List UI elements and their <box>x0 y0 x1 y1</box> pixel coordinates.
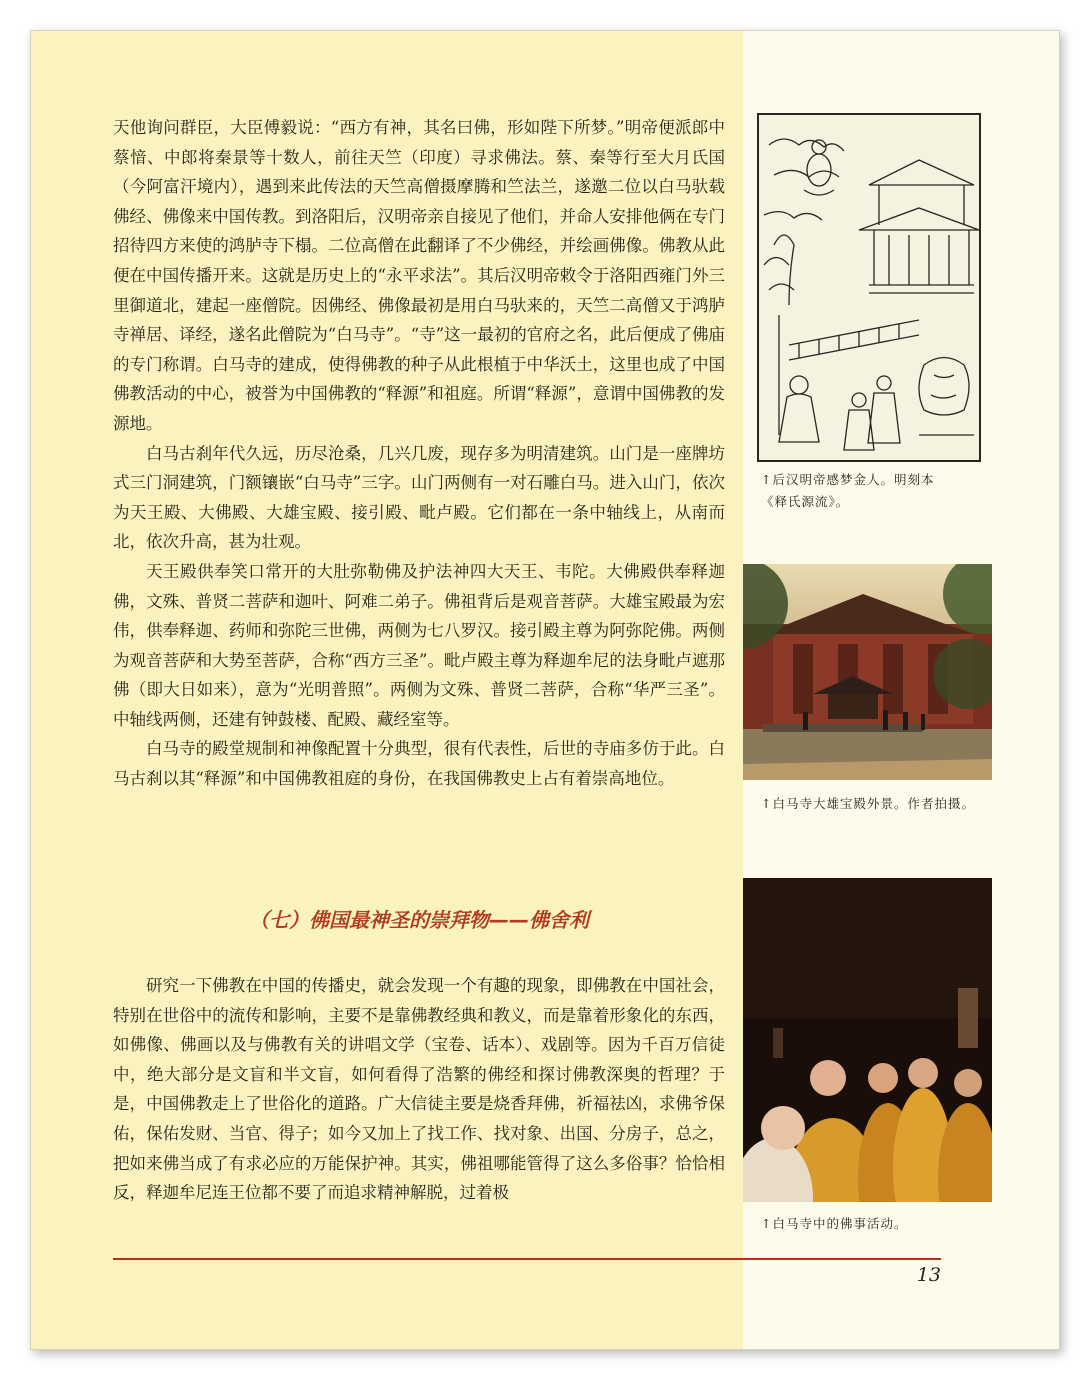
section-body-text <box>113 971 725 1208</box>
caption-temple-exterior: ↑白马寺大雄宝殿外景。作者拍摄。 <box>761 796 975 811</box>
footer-rule <box>113 1258 941 1260</box>
paragraph: 天他询问群臣，大臣傅毅说：“西方有神，其名曰佛，形如陛下所梦。”明帝便派郎中蔡愔、中郎将秦景等十数人，前往天竺（印度）寻求佛法。蔡、秦等行至大月氏国（今阿富汗境内），遇到来此传法的天竺高僧摄摩腾和竺法兰，遂邀二位以白马驮载佛经、佛像来中国传教。到洛阳后，汉明帝亲自接见了他们，并命人安排他俩在专门招待四方来使的鸿胪寺下榻。二位高僧在此翻译了不少佛经，并绘画佛像。佛教从此便在中国传播开来。这就是历史上的“永平求法”。其后汉明帝敕令于洛阳西雍门外三里御道北，建起一座僧院。因佛经、佛像最初是用白马驮来的，天竺二高僧又于鸿胪寺禅居、译经，遂名此僧院为“白马寺”。“寺”这一最初的官府之名，此后便成了佛庙的专门称谓。白马寺的建成，使得佛教的种子从此根植于中华沃土，这里也成了中国佛教活动的中心，被誉为中国佛教的“释源”和祖庭。所谓“释源”，意谓中国佛教的发源地。 <box>113 118 725 433</box>
caption-illustration: ↑后汉明帝感梦金人。明刻本《释氏源流》。 <box>761 472 935 509</box>
temple-exterior-photo <box>743 564 992 780</box>
page-number: 13 <box>916 1264 941 1286</box>
page <box>30 30 1060 1350</box>
paragraph: 研究一下佛教在中国的传播史，就会发现一个有趣的现象，即佛教在中国社会，特别在世俗中的流传和影响，主要不是靠佛教经典和教义，而是靠着形象化的东西，如佛像、佛画以及与佛教有关的讲唱文学（宝卷、话本）、戏剧等。因为千百万信徒中，绝大部分是文盲和半文盲，如何看得了浩繁的佛经和探讨佛教深奥的哲理？于是，中国佛教走上了世俗化的道路。广大信徒主要是烧香拜佛，祈福祛凶，求佛爷保佑，保佑发财、当官、得子；如今又加上了找工作、找对象、出国、分房子，总之，把如来佛当成了有求必应的万能保护神。其实，佛祖哪能管得了这么多俗事？恰恰相反，释迦牟尼连王位都不要了而追求精神解脱，过着极 <box>113 976 725 1203</box>
woodblock-illustration <box>757 113 981 462</box>
paragraph: 白马寺的殿堂规制和神像配置十分典型，很有代表性，后世的寺庙多仿于此。白马古刹以其“释源”和中国佛教祖庭的身份，在我国佛教史上占有着崇高地位。 <box>113 739 725 789</box>
monks-ritual-photo <box>743 878 992 1202</box>
paragraph: 白马古刹年代久远，历尽沧桑，几兴几废，现存多为明清建筑。山门是一座牌坊式三门洞建筑，门额镶嵌“白马寺”三字。山门两侧有一对石雕白马。进入山门，依次为天王殿、大佛殿、大雄宝殿、接引殿、毗卢殿。它们都在一条中轴线上，从南而北，依次升高，甚为壮观。 <box>113 443 725 552</box>
section-heading: （七）佛国最神圣的崇拜物——佛舍利 <box>249 908 589 932</box>
body-text <box>113 113 725 794</box>
paragraph: 天王殿供奉笑口常开的大肚弥勒佛及护法神四大天王、韦陀。大佛殿供奉释迦佛，文殊、普贤二菩萨和迦叶、阿难二弟子。佛祖背后是观音菩萨。大雄宝殿最为宏伟，供奉释迦、药师和弥陀三世佛，两侧为七八罗汉。接引殿主尊为阿弥陀佛。两侧为观音菩萨和大势至菩萨，合称“西方三圣”。毗卢殿主尊为释迦牟尼的法身毗卢遮那佛（即大日如来），意为“光明普照”。两侧为文殊、普贤二菩萨，合称“华严三圣”。中轴线两侧，还建有钟鼓楼、配殿、藏经室等。 <box>113 561 725 729</box>
caption-monks-ritual: ↑白马寺中的佛事活动。 <box>761 1216 908 1231</box>
